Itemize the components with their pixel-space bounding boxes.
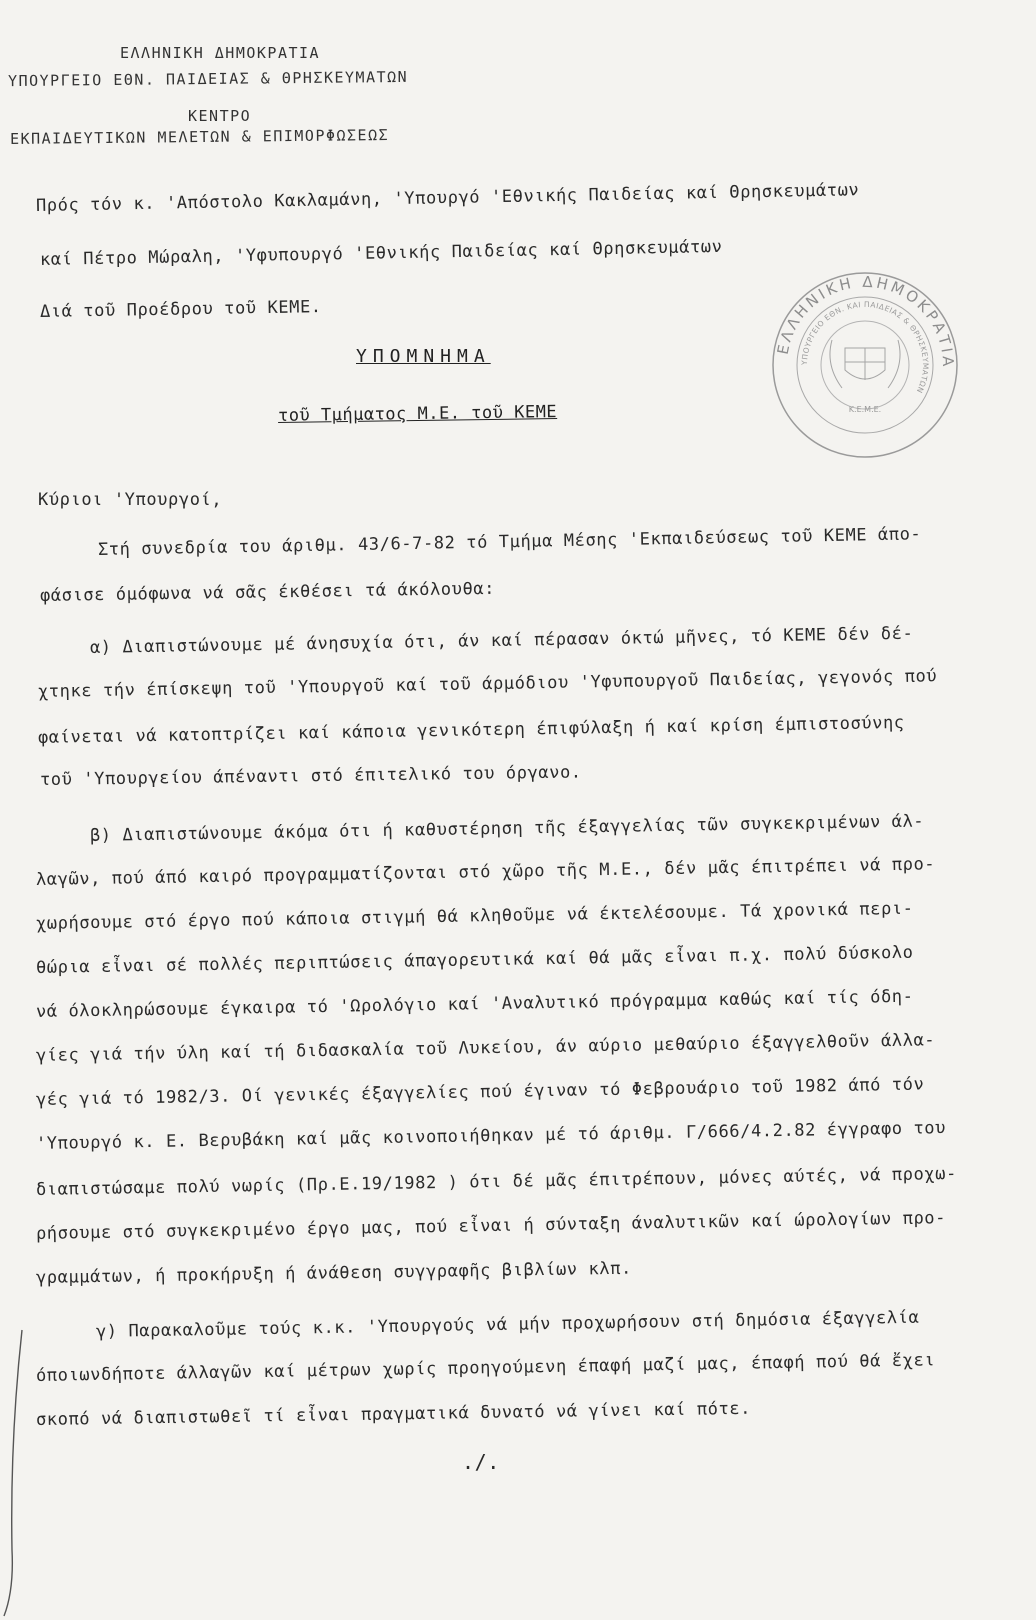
para-b-line-5: νά όλοκληρώσουμε έγκαιρα τό 'Ωρολόγιο καί 'Αναλυτικό πρόγραμμα καθώς καί τίς όδη-: [35, 986, 914, 1022]
intro-line-1: Στή συνεδρία του άριθμ. 43/6-7-82 τό Τμήμα Μέσης 'Εκπαιδεύσεως τοῦ ΚΕΜΕ άπο-: [97, 524, 922, 560]
para-b-line-9: διαπιστώσαμε πολύ νωρίς (Πρ.Ε.19/1982 ) ότι δέ μᾶς έπιτρέπουν, μόνες αύτές, νά προχω-: [35, 1163, 958, 1200]
para-a-line-3: φαίνεται νά κατοπτρίζει καί κάποια γενικότερη έπιφύλαξη ή καί κρίση έμπιστοσύνης: [37, 712, 905, 748]
seal-bottom-text: Κ.Ε.Μ.Ε.: [848, 405, 882, 414]
para-b-line-7: γές γιά τό 1982/3. Οί γενικές έξαγγελίες πού έγιναν τό Φεβρουάριο τοῦ 1982 άπό τόν: [35, 1074, 925, 1110]
official-seal: [770, 270, 960, 460]
letterhead-line-4: ΕΚΠΑΙΔΕΥΤΙΚΩΝ ΜΕΛΕΤΩΝ & ΕΠΙΜΟΡΦΩΣΕΩΣ: [9, 126, 390, 148]
document-subtitle: τοῦ Τμήματος Μ.Ε. τοῦ ΚΕΜΕ: [277, 402, 558, 426]
para-a-line-2: χτηκε τήν έπίσκεψη τοῦ 'Υπουργοῦ καί τοῦ άρμόδιου 'Υφυπουργοῦ Παιδείας, γεγονός πού: [37, 666, 938, 702]
para-b-line-4: θώρια εἶναι σέ πολλές περιπτώσεις άπαγορευτικά καί θά μᾶς εἶναι π.χ. πολύ δύσκολο: [35, 942, 914, 978]
margin-pen-mark: [0, 1320, 40, 1620]
para-b-line-11: γραμμάτων, ή προκήρυξη ή άνάθεση συγγραφῆς βιβλίων κλπ.: [35, 1258, 633, 1288]
para-a-line-1: α) Διαπιστώνουμε μέ άνησυχία ότι, άν καί πέρασαν όκτώ μῆνες, τό ΚΕΜΕ δέν δέ-: [89, 623, 914, 658]
para-b-line-3: χωρήσουμε στό έργο πού κάποια στιγμή θά κληθοῦμε νά έκτελέσουμε. Τά χρονικά περι-: [35, 898, 914, 934]
seal-inner-text: ΥΠΟΥΡΓΕΙΟ ΕΘΝ. ΚΑΙ ΠΑΙΔΕΙΑΣ & ΘΡΗΣΚΕΥΜΑΤΩΝ: [799, 299, 931, 395]
para-c-line-3: σκοπό νά διαπιστωθεῖ τί εἶναι πραγματικά δυνατό νά γίνει καί πότε.: [35, 1398, 752, 1430]
para-a-line-4: τοῦ 'Υπουργείου άπέναντι στό έπιτελικό του όργανο.: [39, 762, 582, 790]
document-title: ΥΠΟΜΝΗΜΑ: [356, 346, 491, 367]
salutation: Κύριοι 'Υπουργοί,: [38, 490, 223, 510]
letterhead-line-3: ΚΕΝΤΡΟ: [188, 107, 252, 125]
para-b-line-2: λαγῶν, πού άπό καιρό προγραμματίζονται στό χῶρο τῆς Μ.Ε., δέν μᾶς έπιτρέπει νά προ-: [35, 854, 936, 890]
para-c-line-1: γ) Παρακαλοῦμε τούς κ.κ. 'Υπουργούς νά μήν προχωρήσουν στή δημόσια έξαγγελία: [95, 1307, 920, 1342]
para-b-line-8: 'Υπουργό κ. Ε. Βερυβάκη καί μᾶς κοινοποιήθηκαν μέ τό άριθμ. Γ/666/4.2.82 έγγραφο του: [35, 1118, 947, 1154]
address-line-3: Διά τοῦ Προέδρου τοῦ ΚΕΜΕ.: [39, 297, 322, 322]
coat-of-arms-icon: [830, 340, 900, 388]
continuation-mark: ./.: [462, 1450, 500, 1474]
para-c-line-2: όποιωνδήποτε άλλαγῶν καί μέτρων χωρίς προηγούμενη έπαφή μαζί μας, έπαφή πού θά ἔχει: [35, 1350, 936, 1386]
seal-outer-text: ΕΛΛΗΝΙΚΗ ΔΗΜΟΚΡΑΤΙΑ: [773, 272, 958, 370]
para-b-line-6: γίες γιά τήν ύλη καί τή διδασκαλία τοῦ Λυκείου, άν αύριο μεθαύριο έξαγγελθοῦν άλλα-: [35, 1030, 936, 1066]
address-line-2: καί Πέτρο Μώραλη, 'Υφυπουργό 'Εθνικής Παιδείας καί Θρησκευμάτων: [39, 236, 723, 270]
letterhead-line-2: ΥΠΟΥΡΓΕΙΟ ΕΘΝ. ΠΑΙΔΕΙΑΣ & ΘΡΗΣΚΕΥΜΑΤΩΝ: [7, 67, 409, 91]
letterhead-line-1: ΕΛΛΗΝΙΚΗ ΔΗΜΟΚΡΑΤΙΑ: [120, 44, 321, 62]
intro-line-2: φάσισε όμόφωνα νά σᾶς έκθέσει τά άκόλουθα:: [39, 578, 496, 606]
para-b-line-1: β) Διαπιστώνουμε άκόμα ότι ή καθυστέρηση τῆς έξαγγελίας τῶν συγκεκριμένων άλ-: [89, 811, 925, 846]
para-b-line-10: ρήσουμε στό συγκεκριμένο έργο μας, πού εἶναι ή σύνταξη άναλυτικῶν καί ώρολογίων προ-: [35, 1208, 947, 1244]
address-line-1: Πρός τόν κ. 'Απόστολο Κακλαμάνη, 'Υπουργό 'Εθνικής Παιδείας καί Θρησκευμάτων: [35, 180, 860, 216]
